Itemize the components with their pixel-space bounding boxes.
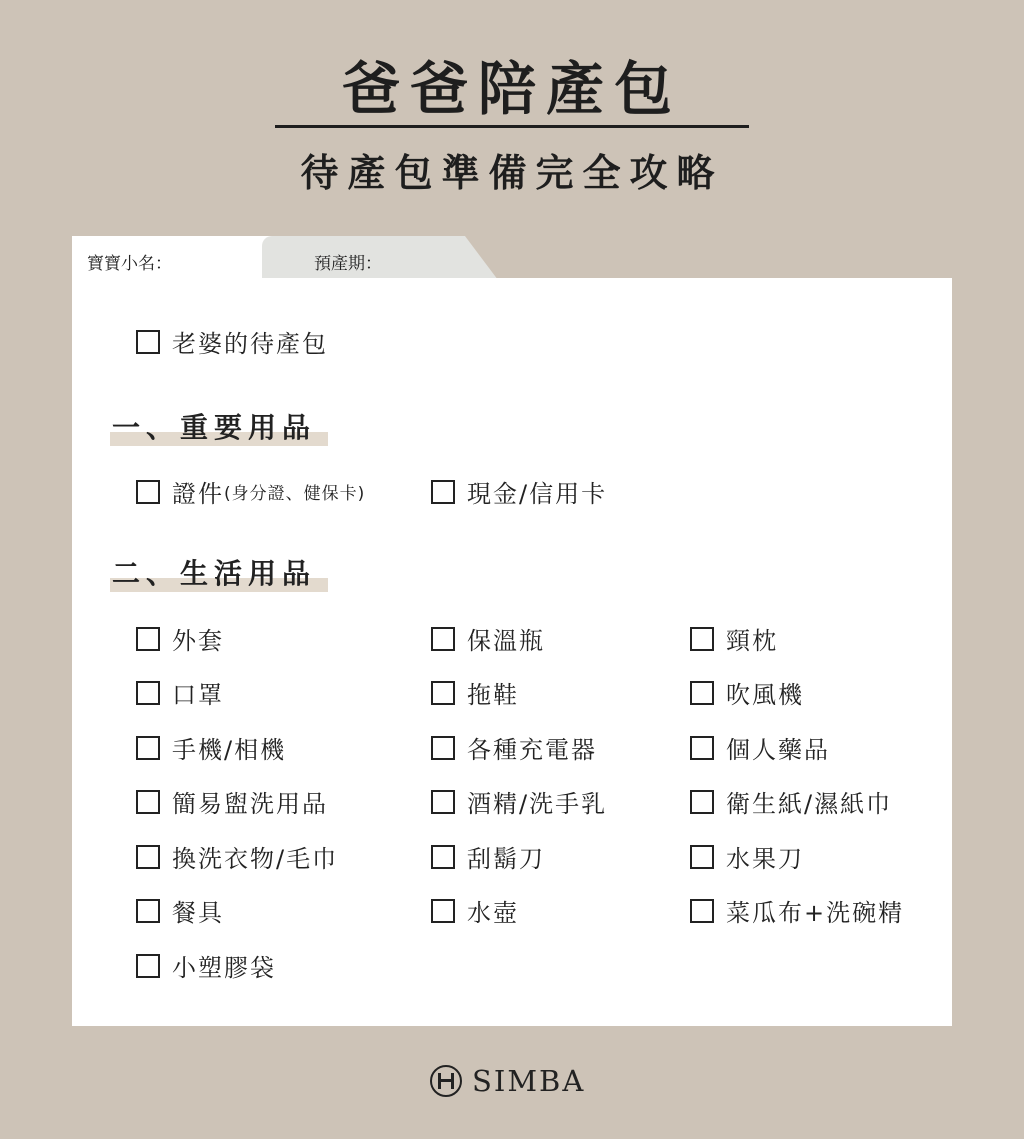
item-label: 吹風機 xyxy=(726,681,804,709)
checklist-item-wife-bag[interactable] xyxy=(136,324,328,359)
checkbox[interactable] xyxy=(136,330,160,354)
checklist-item[interactable] xyxy=(431,839,545,874)
checkbox[interactable] xyxy=(431,845,455,869)
item-label: 手機/相機 xyxy=(172,736,287,764)
item-label: 水壺 xyxy=(467,899,519,927)
title-divider xyxy=(275,125,749,128)
checklist-item[interactable] xyxy=(136,893,224,928)
checklist-item[interactable] xyxy=(431,893,519,928)
item-label: 老婆的待產包 xyxy=(172,330,328,358)
checkbox[interactable] xyxy=(690,899,714,923)
checkbox[interactable] xyxy=(431,899,455,923)
checklist-item[interactable] xyxy=(690,621,778,656)
item-label: 小塑膠袋 xyxy=(172,954,276,982)
checklist-item[interactable] xyxy=(431,730,597,765)
page-subtitle: 待產包準備完全攻略 xyxy=(300,150,724,195)
checklist-item-cash[interactable] xyxy=(431,474,607,509)
checkbox[interactable] xyxy=(431,480,455,504)
item-label: 換洗衣物/毛巾 xyxy=(172,845,339,873)
item-label: 酒精/洗手乳 xyxy=(467,790,608,818)
checkbox[interactable] xyxy=(431,736,455,760)
checkbox[interactable] xyxy=(136,681,160,705)
checklist-item[interactable] xyxy=(136,948,276,983)
checklist-item[interactable] xyxy=(431,675,519,710)
checkbox[interactable] xyxy=(136,899,160,923)
item-label: 水果刀 xyxy=(726,845,804,873)
checklist-item[interactable] xyxy=(690,784,892,819)
checkbox[interactable] xyxy=(136,627,160,651)
checkbox[interactable] xyxy=(431,681,455,705)
item-label: 外套 xyxy=(172,627,224,655)
brand-logo xyxy=(430,1064,585,1098)
brand-name: SIMBA xyxy=(472,1064,586,1098)
item-label: 簡易盥洗用品 xyxy=(172,790,328,818)
checklist-item[interactable] xyxy=(136,839,338,874)
item-label: 口罩 xyxy=(172,681,224,709)
section-title-daily: 二、生活用品 xyxy=(112,557,317,590)
checkbox[interactable] xyxy=(136,736,160,760)
section-title-important: 一、重要用品 xyxy=(112,411,317,444)
item-label: 餐具 xyxy=(172,899,224,927)
item-label: 拖鞋 xyxy=(467,681,519,709)
page-title: 爸爸陪產包 xyxy=(341,55,682,123)
due-date-label: 預產期： xyxy=(314,254,382,274)
baby-name-label: 寶寶小名： xyxy=(87,254,172,274)
checkbox[interactable] xyxy=(690,681,714,705)
item-label: 菜瓜布+洗碗精 xyxy=(726,899,905,927)
checkbox[interactable] xyxy=(690,736,714,760)
checkbox[interactable] xyxy=(431,790,455,814)
checklist-item[interactable] xyxy=(136,675,224,710)
item-label: 衛生紙/濕紙巾 xyxy=(726,790,893,818)
item-label: 現金/信用卡 xyxy=(467,480,608,508)
checkbox[interactable] xyxy=(136,954,160,978)
checklist-item[interactable] xyxy=(136,621,224,656)
checklist-item[interactable] xyxy=(136,730,286,765)
item-label: 頸枕 xyxy=(726,627,778,655)
item-label: 刮鬍刀 xyxy=(467,845,545,873)
item-label: 各種充電器 xyxy=(467,736,597,764)
checklist-item[interactable] xyxy=(690,893,904,928)
checklist-item[interactable] xyxy=(690,675,804,710)
checkbox[interactable] xyxy=(136,480,160,504)
checklist-item[interactable] xyxy=(690,839,804,874)
item-label: 個人藥品 xyxy=(726,736,830,764)
checklist-item[interactable] xyxy=(431,784,607,819)
item-label: 保溫瓶 xyxy=(467,627,545,655)
item-label: 證件 xyxy=(172,480,224,508)
checkbox[interactable] xyxy=(690,845,714,869)
checkbox[interactable] xyxy=(690,627,714,651)
checklist-item[interactable] xyxy=(136,784,328,819)
simba-logo-icon xyxy=(430,1065,462,1097)
item-note: (身分證、健保卡) xyxy=(224,484,366,504)
checkbox[interactable] xyxy=(136,790,160,814)
checkbox[interactable] xyxy=(431,627,455,651)
checklist-item[interactable] xyxy=(431,621,545,656)
checkbox[interactable] xyxy=(690,790,714,814)
checkbox[interactable] xyxy=(136,845,160,869)
checklist-item[interactable] xyxy=(690,730,830,765)
checklist-item-id[interactable] xyxy=(136,474,365,509)
